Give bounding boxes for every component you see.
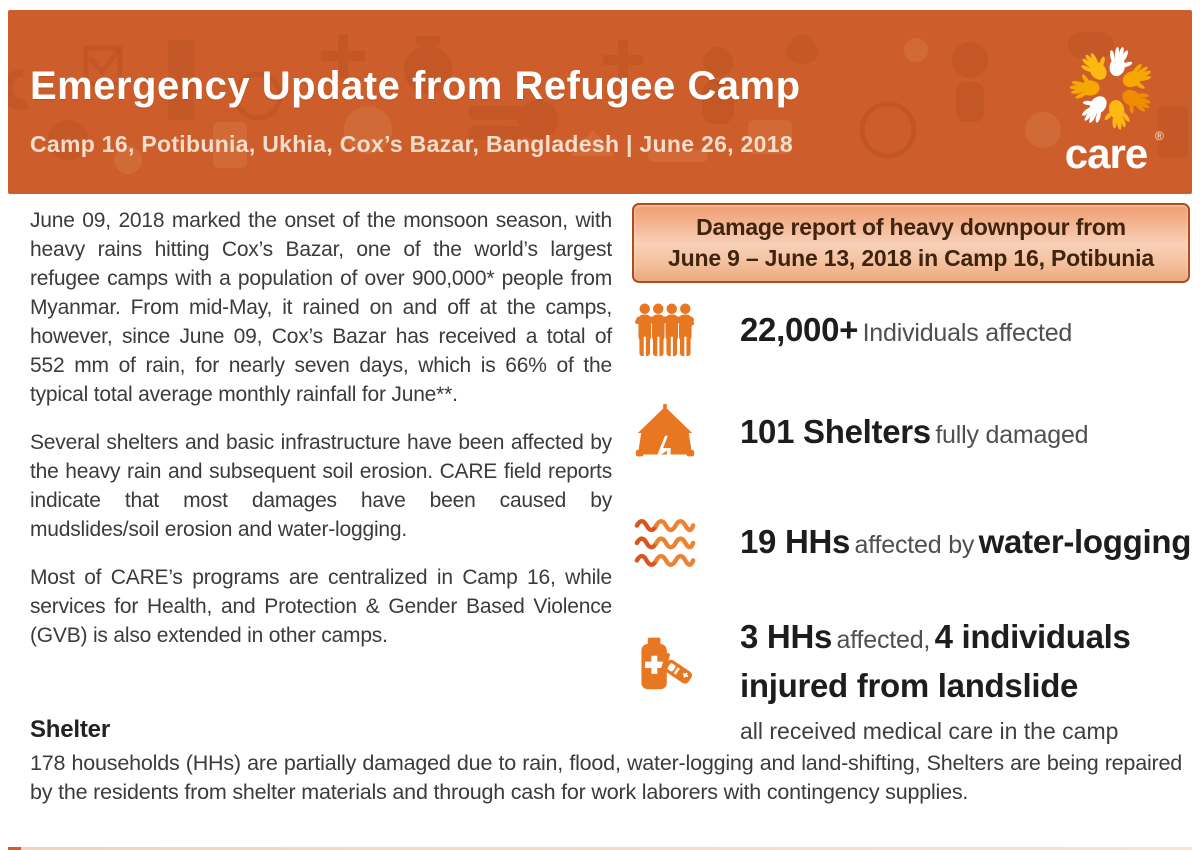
stat-label-landslide-injured: injured from landslide — [740, 667, 1079, 704]
paragraph-shelter-damage: Several shelters and basic infrastructure have been affected by the heavy rain and subsequent soil erosion. CARE field reports indicate that most damages have been caused by mudslides/soil erosion and water-logging. — [30, 431, 612, 541]
stat-label-waterlogging: affected by — [854, 531, 975, 559]
damage-report-column — [632, 203, 1192, 744]
stat-value-waterlogging-hhs: 19 HHs — [740, 523, 851, 560]
stat-note-medical-care: all received medical care in the camp — [740, 718, 1119, 744]
stat-text-individuals — [740, 311, 1072, 349]
stat-value-landslide-individuals: 4 individuals — [934, 618, 1131, 655]
care-hands-logo-icon — [1052, 40, 1172, 180]
page-title: Emergency Update from Refugee Camp — [30, 64, 801, 108]
shelter-section-body: 178 households (HHs) are partially damaged due to rain, flood, water-logging and land-shifting, Shelters are being repaired by the residents from shelter materials and through cash for work laborers with contingency supplies. — [30, 751, 1182, 804]
water-waves-icon — [632, 514, 698, 570]
medical-kit-icon — [632, 630, 698, 696]
header-banner — [8, 10, 1192, 194]
care-logo-wordmark: care — [1064, 130, 1148, 177]
stat-text-shelters — [740, 413, 1088, 451]
care-logo — [1052, 40, 1172, 180]
stat-label-individuals: Individuals affected — [862, 319, 1073, 347]
paragraph-monsoon-onset: June 09, 2018 marked the onset of the monsoon season, with heavy rains hitting Cox’s Bazar, one of the world’s largest refugee camps with a population of over 900,000* people from Myanmar. From mid-May, it rained on and off at the camps, however, since June 09, Cox’s Bazar has received a total of 552 mm of rain, for nearly seven days, which is 66% of the typical total average monthly rainfall for June**. — [30, 209, 612, 406]
stat-landslide-lines — [740, 616, 1131, 714]
banner-content — [30, 64, 1030, 158]
damage-report-line2: June 9 – June 13, 2018 in Camp 16, Potibunia — [668, 245, 1154, 271]
stat-value-individuals: 22,000+ — [740, 311, 859, 348]
page-subtitle: Camp 16, Potibunia, Ukhia, Cox’s Bazar, Bangladesh | June 26, 2018 — [30, 131, 793, 157]
stat-row-waterlogging — [632, 514, 1191, 570]
shelter-section — [30, 716, 1182, 807]
stat-value-shelters: 101 Shelters — [740, 413, 931, 450]
tent-icon — [632, 403, 698, 461]
care-logo-registered-mark: ® — [1155, 129, 1164, 143]
shelter-section-heading: Shelter — [30, 716, 110, 743]
people-group-icon — [632, 302, 698, 358]
stat-label-landslide-affected: affected, — [836, 626, 931, 654]
damage-report-header-box — [632, 203, 1190, 283]
narrative-column — [30, 206, 612, 669]
damage-report-line1: Damage report of heavy downpour from — [696, 214, 1126, 240]
stat-label-shelters: fully damaged — [935, 421, 1089, 449]
stat-row-individuals — [632, 302, 1072, 358]
stat-keyword-waterlogging: water-logging — [978, 523, 1192, 560]
stat-row-shelters — [632, 403, 1088, 461]
stat-value-landslide-hhs: 3 HHs — [740, 618, 833, 655]
stat-text-waterlogging — [740, 523, 1191, 561]
paragraph-care-programs: Most of CARE’s programs are centralized in Camp 16, while services for Health, and Protection & Gender Based Violence (GVB) is also extended in other camps. — [30, 566, 612, 647]
